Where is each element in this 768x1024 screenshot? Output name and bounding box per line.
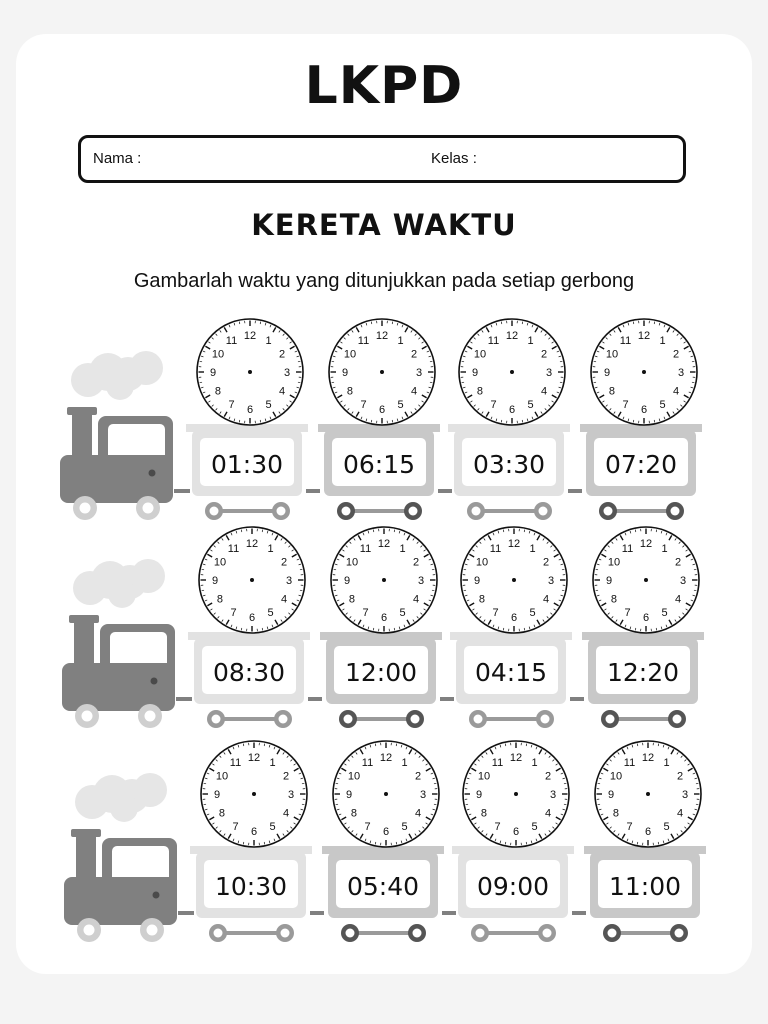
wagon-time-label: 12:00 [344, 658, 418, 687]
clock-number: 9 [603, 367, 611, 379]
smoke-puff [131, 559, 165, 593]
wagon [320, 527, 454, 728]
clock-number: 3 [283, 367, 291, 379]
chimney [74, 621, 94, 666]
chimney [76, 835, 96, 880]
wheel-hub [281, 929, 290, 938]
clock-number: 2 [676, 770, 684, 783]
clock-center-dot [250, 578, 254, 582]
clock-center-dot [512, 578, 516, 582]
clock-number: 7 [492, 607, 499, 620]
clock-number: 10 [607, 556, 621, 569]
wheel-hub [606, 715, 615, 724]
locomotive [62, 615, 192, 728]
clock-face [591, 319, 697, 425]
coupler [306, 489, 320, 493]
clock-center-dot [644, 578, 648, 582]
loco-wheel-hub [147, 925, 158, 936]
train-row [62, 527, 704, 728]
clock-number: 5 [265, 399, 272, 412]
clock-number: 12 [639, 538, 653, 550]
wagon [582, 527, 704, 728]
boiler [62, 663, 175, 711]
loco-wheel-hub [84, 925, 95, 936]
clock-number: 5 [269, 821, 276, 834]
wagon-time-label: 10:30 [214, 872, 288, 901]
clock-number: 12 [375, 330, 389, 342]
clock-center-dot [510, 370, 514, 374]
clock-number: 12 [641, 752, 655, 764]
smoke-cloud [73, 559, 165, 608]
clock-number: 4 [542, 593, 550, 606]
clock-number: 1 [269, 756, 276, 769]
clock-center-dot [384, 792, 388, 796]
instruction-text: Gambarlah waktu yang ditunjukkan pada setiap gerbong [133, 270, 635, 292]
clock-number: 9 [213, 789, 221, 801]
clock-number: 2 [544, 770, 552, 783]
clock-face [333, 741, 439, 847]
clock-number: 1 [399, 542, 406, 555]
clock-center-dot [642, 370, 646, 374]
coupler [442, 911, 456, 915]
wheel-hub [210, 507, 219, 516]
clock-number: 1 [663, 756, 670, 769]
clock-number: 7 [490, 399, 497, 412]
clock-number: 2 [672, 348, 680, 361]
wheel-hub [539, 507, 548, 516]
clock-number: 8 [476, 385, 484, 398]
smoke-puff [108, 580, 136, 608]
clock-number: 4 [410, 385, 418, 398]
clock-number: 5 [663, 821, 670, 834]
clock-number: 11 [357, 334, 370, 347]
clock-number: 4 [278, 385, 286, 398]
clock-number: 8 [218, 807, 226, 820]
clock-number: 8 [610, 593, 618, 606]
coupler [176, 697, 192, 701]
clock-number: 1 [529, 542, 536, 555]
clock-number: 2 [412, 556, 420, 569]
clock-number: 10 [345, 556, 359, 569]
clock-face [199, 527, 305, 633]
clock-number: 7 [360, 399, 367, 412]
loco-wheel-hub [80, 503, 91, 514]
clock-number: 5 [531, 821, 538, 834]
clock-number: 11 [229, 756, 242, 769]
clock-number: 1 [397, 334, 404, 347]
clock-number: 6 [248, 612, 256, 624]
clock-number: 3 [547, 575, 555, 587]
clock-number: 3 [415, 367, 423, 379]
coupler [310, 911, 324, 915]
coupler [570, 697, 584, 701]
wheel-hub [346, 929, 355, 938]
clock-face [463, 741, 569, 847]
clock-number: 12 [505, 330, 519, 342]
clock-number: 10 [475, 556, 489, 569]
clock-number: 10 [347, 770, 361, 783]
clock-number: 11 [623, 756, 636, 769]
clock-number: 8 [478, 593, 486, 606]
clock-number: 3 [287, 789, 295, 801]
chimney [72, 413, 92, 458]
clock-number: 3 [677, 367, 685, 379]
clock-number: 4 [676, 807, 684, 820]
wheel-hub [474, 715, 483, 724]
clock-number: 12 [243, 330, 257, 342]
clock-number: 11 [359, 542, 372, 555]
clock-number: 10 [211, 348, 225, 361]
clock-number: 2 [278, 348, 286, 361]
clock-number: 12 [379, 752, 393, 764]
clock-number: 4 [540, 385, 548, 398]
clock-number: 9 [473, 575, 481, 587]
clock-number: 12 [377, 538, 391, 550]
wagon [452, 741, 586, 942]
page-title: LKPD [304, 56, 464, 116]
loco-wheel-hub [143, 503, 154, 514]
clock-center-dot [248, 370, 252, 374]
clock-number: 7 [230, 607, 237, 620]
clock-number: 6 [380, 612, 388, 624]
wheel-hub [541, 715, 550, 724]
clock-face [595, 741, 701, 847]
clock-number: 6 [510, 612, 518, 624]
clock-center-dot [252, 792, 256, 796]
clock-number: 3 [285, 575, 293, 587]
clock-number: 6 [250, 826, 258, 838]
clock-number: 8 [216, 593, 224, 606]
clock-number: 11 [361, 756, 374, 769]
clock-number: 9 [345, 789, 353, 801]
wheel-hub [212, 715, 221, 724]
clock-number: 2 [282, 770, 290, 783]
wheel-hub [671, 507, 680, 516]
clock-number: 8 [346, 385, 354, 398]
clock-face [459, 319, 565, 425]
clock-number: 4 [544, 807, 552, 820]
clock-number: 11 [489, 542, 502, 555]
wagon-time-label: 04:15 [474, 658, 548, 687]
clock-number: 6 [382, 826, 390, 838]
wagon-time-label: 08:30 [212, 658, 286, 687]
wagon-time-label: 11:00 [608, 872, 682, 901]
clock-number: 4 [674, 593, 682, 606]
wagon [448, 319, 582, 520]
clock-number: 11 [487, 334, 500, 347]
clock-number: 2 [280, 556, 288, 569]
wheel-hub [277, 507, 286, 516]
clock-number: 6 [644, 826, 652, 838]
clock-face [201, 741, 307, 847]
clock-number: 10 [609, 770, 623, 783]
clock-number: 11 [227, 542, 240, 555]
wagon [584, 741, 706, 942]
clock-number: 8 [608, 385, 616, 398]
clock-number: 3 [419, 789, 427, 801]
clock-number: 10 [473, 348, 487, 361]
clock-number: 1 [265, 334, 272, 347]
clock-number: 5 [399, 607, 406, 620]
clock-number: 8 [480, 807, 488, 820]
clock-number: 6 [246, 404, 254, 416]
clock-number: 1 [401, 756, 408, 769]
clock-number: 3 [417, 575, 425, 587]
clock-number: 3 [545, 367, 553, 379]
clock-number: 6 [512, 826, 520, 838]
wheel-hub [409, 507, 418, 516]
wheel-hub [608, 929, 617, 938]
clock-number: 2 [674, 556, 682, 569]
clock-number: 1 [267, 542, 274, 555]
smoke-cloud [71, 351, 163, 400]
clock-number: 4 [672, 385, 680, 398]
wheel-hub [344, 715, 353, 724]
clock-number: 1 [531, 756, 538, 769]
clock-center-dot [382, 578, 386, 582]
clock-number: 11 [225, 334, 238, 347]
clock-number: 8 [350, 807, 358, 820]
clock-number: 3 [681, 789, 689, 801]
locomotive [60, 407, 190, 520]
clock-number: 6 [378, 404, 386, 416]
clock-number: 7 [626, 821, 633, 834]
clock-number: 3 [549, 789, 557, 801]
train-row [60, 319, 702, 520]
clock-number: 10 [477, 770, 491, 783]
worksheet-title: KERETA WAKTU [251, 208, 517, 242]
clock-number: 9 [471, 367, 479, 379]
wagon-time-label: 09:00 [476, 872, 550, 901]
clock-number: 9 [211, 575, 219, 587]
headlight [149, 470, 156, 477]
clock-number: 7 [228, 399, 235, 412]
clock-number: 12 [247, 752, 261, 764]
wagon [450, 527, 584, 728]
wheel-hub [413, 929, 422, 938]
clock-number: 11 [621, 542, 634, 555]
coupler [174, 489, 190, 493]
wagon-time-label: 07:20 [604, 450, 678, 479]
class-label: Kelas : [431, 150, 477, 167]
clock-face [197, 319, 303, 425]
wagon-time-label: 03:30 [472, 450, 546, 479]
clock-center-dot [514, 792, 518, 796]
clock-number: 9 [605, 575, 613, 587]
clock-number: 1 [659, 334, 666, 347]
headlight [151, 678, 158, 685]
clock-number: 7 [624, 607, 631, 620]
clock-number: 11 [491, 756, 504, 769]
clock-face [593, 527, 699, 633]
clock-number: 4 [412, 593, 420, 606]
locomotive [64, 829, 194, 942]
smoke-puff [110, 794, 138, 822]
coupler [178, 911, 194, 915]
wheel-hub [673, 715, 682, 724]
wheel-hub [476, 929, 485, 938]
wagon-time-label: 05:40 [346, 872, 420, 901]
coupler [308, 697, 322, 701]
clock-number: 7 [232, 821, 239, 834]
wagon [322, 741, 456, 942]
clock-number: 10 [213, 556, 227, 569]
train-row [64, 741, 706, 942]
clock-number: 9 [607, 789, 615, 801]
clock-number: 8 [348, 593, 356, 606]
clock-number: 9 [341, 367, 349, 379]
clock-number: 5 [659, 399, 666, 412]
clock-number: 9 [475, 789, 483, 801]
clock-number: 5 [527, 399, 534, 412]
clock-face [331, 527, 437, 633]
clock-center-dot [646, 792, 650, 796]
clock-number: 10 [215, 770, 229, 783]
clock-number: 2 [542, 556, 550, 569]
clock-face [329, 319, 435, 425]
clock-number: 10 [343, 348, 357, 361]
clock-number: 6 [642, 612, 650, 624]
clock-number: 12 [507, 538, 521, 550]
clock-number: 7 [364, 821, 371, 834]
wagon-time-label: 12:20 [606, 658, 680, 687]
clock-number: 8 [612, 807, 620, 820]
smoke-puff [106, 372, 134, 400]
wagon-time-label: 01:30 [210, 450, 284, 479]
smoke-cloud [75, 773, 167, 822]
clock-center-dot [380, 370, 384, 374]
clock-number: 12 [245, 538, 259, 550]
clock-number: 5 [401, 821, 408, 834]
coupler [568, 489, 582, 493]
wagon [188, 527, 322, 728]
wagon [190, 741, 324, 942]
clock-number: 4 [280, 593, 288, 606]
smoke-puff [133, 773, 167, 807]
clock-number: 7 [494, 821, 501, 834]
clock-number: 3 [679, 575, 687, 587]
clock-number: 12 [509, 752, 523, 764]
clock-face [461, 527, 567, 633]
clock-number: 11 [619, 334, 632, 347]
clock-number: 12 [637, 330, 651, 342]
wheel-hub [472, 507, 481, 516]
clock-number: 2 [414, 770, 422, 783]
wheel-hub [604, 507, 613, 516]
clock-number: 4 [282, 807, 290, 820]
clock-number: 5 [529, 607, 536, 620]
wheel-hub [214, 929, 223, 938]
wheel-hub [543, 929, 552, 938]
wagon-time-label: 06:15 [342, 450, 416, 479]
clock-number: 7 [362, 607, 369, 620]
clock-number: 7 [622, 399, 629, 412]
clock-number: 9 [209, 367, 217, 379]
wheel-hub [675, 929, 684, 938]
coupler [572, 911, 586, 915]
headlight [153, 892, 160, 899]
loco-wheel-hub [145, 711, 156, 722]
clock-number: 5 [661, 607, 668, 620]
wagon [580, 319, 702, 520]
clock-number: 1 [527, 334, 534, 347]
wagon [186, 319, 320, 520]
wheel-hub [279, 715, 288, 724]
wheel-hub [411, 715, 420, 724]
clock-number: 4 [414, 807, 422, 820]
smoke-puff [129, 351, 163, 385]
coupler [438, 489, 452, 493]
clock-number: 1 [661, 542, 668, 555]
clock-number: 5 [267, 607, 274, 620]
clock-number: 5 [397, 399, 404, 412]
boiler [64, 877, 177, 925]
clock-number: 2 [540, 348, 548, 361]
clock-number: 6 [640, 404, 648, 416]
clock-number: 8 [214, 385, 222, 398]
coupler [440, 697, 454, 701]
boiler [60, 455, 173, 503]
clock-number: 6 [508, 404, 516, 416]
clock-number: 2 [410, 348, 418, 361]
clock-number: 10 [605, 348, 619, 361]
clock-number: 9 [343, 575, 351, 587]
name-label: Nama : [93, 150, 142, 167]
wagon [318, 319, 452, 520]
wheel-hub [342, 507, 351, 516]
loco-wheel-hub [82, 711, 93, 722]
